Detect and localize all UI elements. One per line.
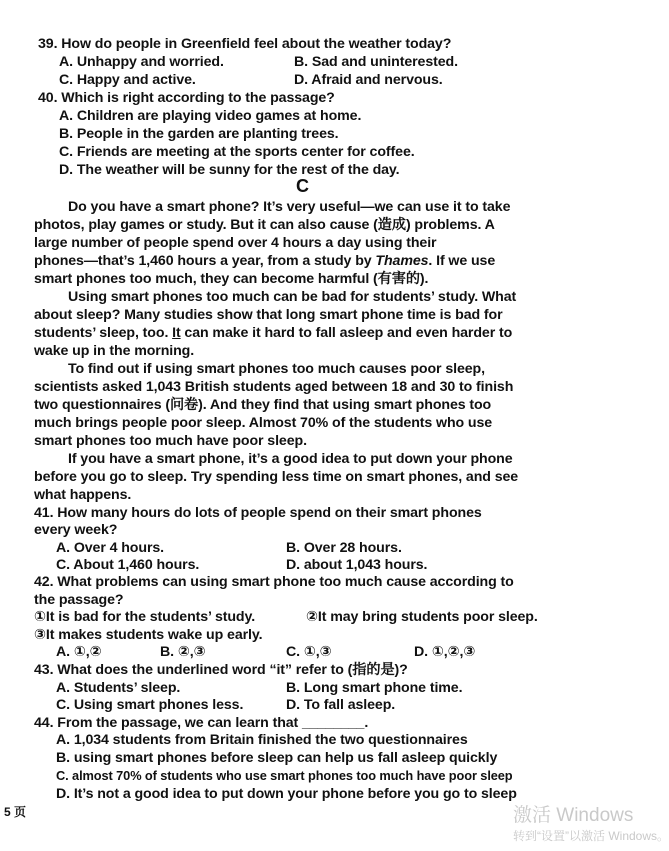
q42-statement-1: ①It is bad for the students’ study. (34, 609, 256, 625)
passage-p3-line2: scientists asked 1,043 British students aged between 18 and 30 to finish (34, 379, 514, 395)
q41-option-b: B. Over 28 hours. (286, 540, 402, 556)
passage-p4-line2: before you go to sleep. Try spending less time on smart phones, and see (34, 469, 519, 485)
q41-option-d: D. about 1,043 hours. (286, 557, 428, 573)
passage-p2-line2: about sleep? Many studies show that long smart phone time is bad for (34, 307, 503, 323)
q42-stem-line2: the passage? (34, 592, 124, 608)
q43-option-d: D. To fall asleep. (286, 697, 396, 713)
q42-stem-line1: 42. What problems can using smart phone too much cause according to (34, 574, 514, 590)
section-letter: C (296, 176, 309, 196)
q40-stem: 40. Which is right according to the passage? (38, 90, 335, 106)
q40-option-a: A. Children are playing video games at home. (59, 108, 362, 124)
q40-option-d: D. The weather will be sunny for the rest of the day. (59, 162, 400, 178)
q42-option-d: D. ①,②,③ (414, 644, 476, 660)
q44-option-a: A. 1,034 students from Britain finished the two questionnaires (56, 732, 468, 748)
q41-stem-line2: every week? (34, 522, 118, 538)
q39-option-c: C. Happy and active. (59, 72, 196, 88)
q44-option-b: B. using smart phones before sleep can help us fall asleep quickly (56, 750, 498, 766)
q43-stem: 43. What does the underlined word “it” refer to (指的是)? (34, 662, 408, 678)
passage-p2-line4: wake up in the morning. (34, 343, 195, 359)
passage-p3-line4: much brings people poor sleep. Almost 70% of the students who use (34, 415, 493, 431)
q41-stem-line1: 41. How many hours do lots of people spend on their smart phones (34, 505, 482, 521)
q41-option-c: C. About 1,460 hours. (56, 557, 200, 573)
passage-p1-line4: phones—that’s 1,460 hours a year, from a study by Thames. If we use (34, 253, 496, 269)
q39-option-a: A. Unhappy and worried. (59, 54, 224, 70)
q39-option-b: B. Sad and uninterested. (294, 54, 458, 70)
activation-watermark-hint: 转到“设置”以激活 Windows。 (513, 829, 669, 843)
q44-option-d: D. It’s not a good idea to put down your phone before you go to sleep (56, 786, 517, 802)
q42-option-c: C. ①,③ (286, 644, 332, 660)
q42-statement-2: ②It may bring students poor sleep. (306, 609, 538, 625)
q40-option-b: B. People in the garden are planting trees. (59, 126, 339, 142)
q42-option-b: B. ②,③ (160, 644, 206, 660)
page-number: 5 页 (4, 805, 27, 819)
underlined-it: It (172, 325, 181, 341)
passage-p3-line3: two questionnaires (问卷). And they find that using smart phones too (34, 397, 492, 413)
passage-p3-line1: To find out if using smart phones too much causes poor sleep, (68, 361, 485, 377)
activation-watermark-title: 激活 Windows (513, 805, 634, 826)
passage-p1-line5: smart phones too much, they can become harmful (有害的). (34, 271, 429, 287)
q42-option-a: A. ①,② (56, 644, 102, 660)
passage-p2-line3: students’ sleep, too. It can make it hard to fall asleep and even harder to (34, 325, 513, 341)
q43-option-a: A. Students’ sleep. (56, 680, 181, 696)
q44-option-c: C. almost 70% of students who use smart phones too much have poor sleep (56, 768, 513, 783)
source-name: Thames (375, 253, 429, 269)
q43-option-c: C. Using smart phones less. (56, 697, 244, 713)
q39-option-d: D. Afraid and nervous. (294, 72, 443, 88)
passage-p4-line3: what happens. (34, 487, 132, 503)
q42-statement-3: ③It makes students wake up early. (34, 627, 263, 643)
q41-option-a: A. Over 4 hours. (56, 540, 164, 556)
passage-p1-line1: Do you have a smart phone? It’s very useful—we can use it to take (68, 199, 511, 215)
q44-stem: 44. From the passage, we can learn that ________. (34, 715, 369, 731)
passage-p2-line1: Using smart phones too much can be bad for students’ study. What (68, 289, 517, 305)
q40-option-c: C. Friends are meeting at the sports center for coffee. (59, 144, 415, 160)
q43-option-b: B. Long smart phone time. (286, 680, 463, 696)
passage-p1-line3: large number of people spend over 4 hours a day using their (34, 235, 437, 251)
q39-stem: 39. How do people in Greenfield feel about the weather today? (38, 36, 452, 52)
passage-p3-line5: smart phones too much have poor sleep. (34, 433, 307, 449)
passage-p1-line2: photos, play games or study. But it can also cause (造成) problems. A (34, 217, 495, 233)
passage-p4-line1: If you have a smart phone, it’s a good idea to put down your phone (68, 451, 513, 467)
